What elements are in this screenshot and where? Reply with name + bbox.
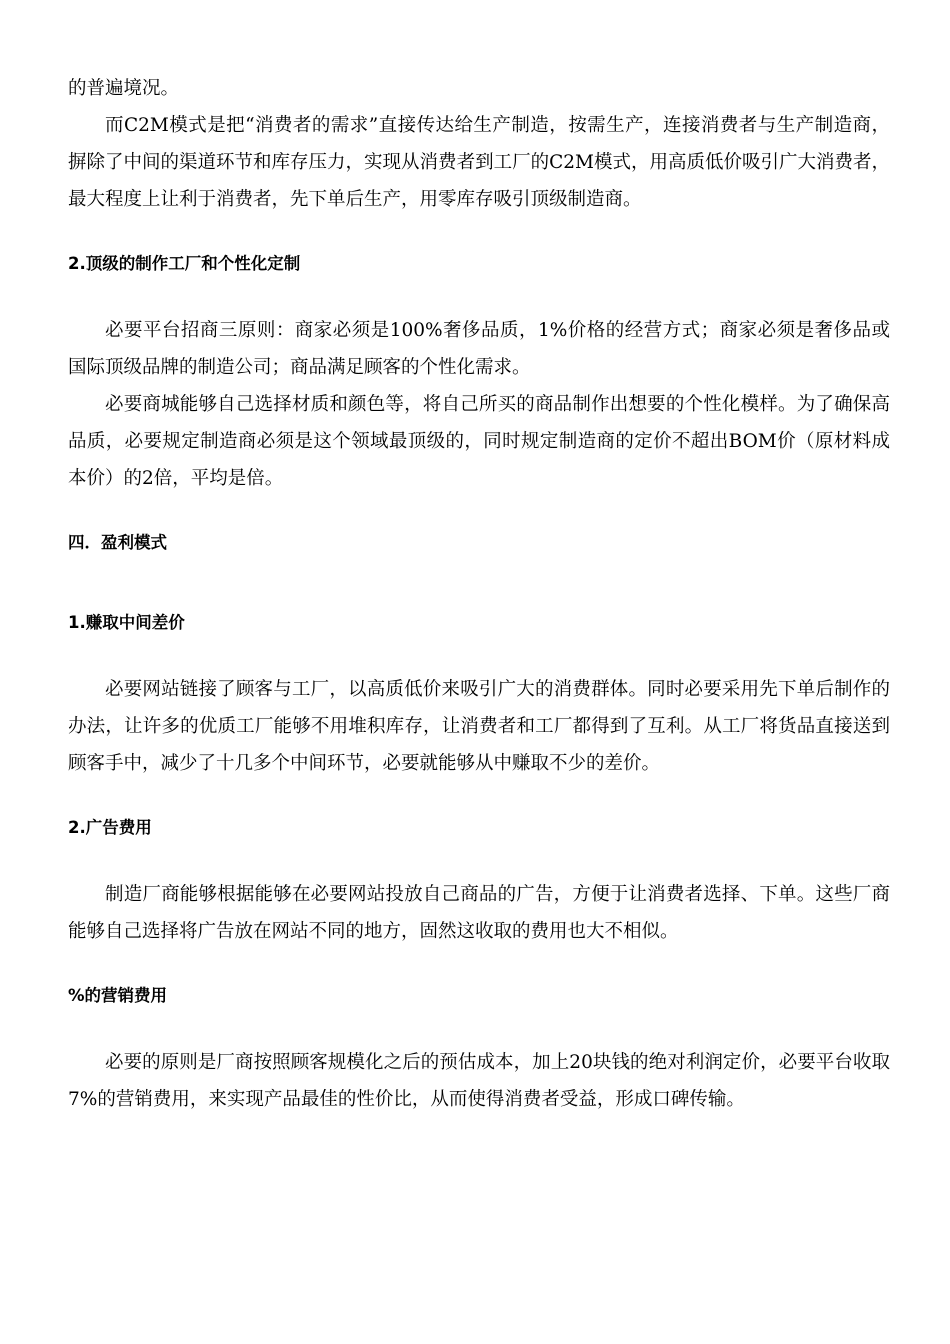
paragraph-ad-fees: 制造厂商能够根据能够在必要网站投放自己商品的广告，方便于让消费者选择、下单。这些厂商能够自己选择将广告放在网站不同的地方，固然这收取的费用也大不相似。 xyxy=(68,884,890,942)
paragraph-principles: 必要平台招商三原则：商家必须是100%奢侈品质，1%价格的经营方式；商家必须是奢侈品或国际顶级品牌的制造公司；商品满足顾客的个性化需求。 xyxy=(68,320,890,378)
section-heading-profit-model: 四．盈利模式 xyxy=(68,533,167,552)
paragraph-c2m-model: 而C2M模式是把“消费者的需求”直接传达给生产制造，按需生产，连接消费者与生产制造商，摒除了中间的渠道环节和库存压力，实现从消费者到工厂的C2M模式，用高质低价吸引广大消费者，最大程度上让利于消费者，先下单后生产，用零库存吸引顶级制造商。 xyxy=(68,115,890,210)
section-heading-price-difference: 1.赚取中间差价 xyxy=(68,613,185,632)
paragraph-continuation: 的普遍境况。 xyxy=(68,78,180,99)
section-heading-marketing-fees: %的营销费用 xyxy=(68,986,168,1005)
paragraph-price-difference: 必要网站链接了顾客与工厂，以高质低价来吸引广大的消费群体。同时必要采用先下单后制作的办法，让许多的优质工厂能够不用堆积库存，让消费者和工厂都得到了互利。从工厂将货品直接送到顾客手中，减少了十几多个中间环节，必要就能够从中赚取不少的差价。 xyxy=(68,679,890,774)
paragraph-marketing-fees: 必要的原则是厂商按照顾客规模化之后的预估成本，加上20块钱的绝对利润定价，必要平台收取7%的营销费用，来实现产品最佳的性价比，从而使得消费者受益，形成口碑传输。 xyxy=(68,1052,890,1110)
section-heading-ad-fees: 2.广告费用 xyxy=(68,818,152,837)
section-heading-factory: 2.顶级的制作工厂和个性化定制 xyxy=(68,254,301,273)
paragraph-customization: 必要商城能够自己选择材质和颜色等，将自己所买的商品制作出想要的个性化模样。为了确保高品质，必要规定制造商必须是这个领域最顶级的，同时规定制造商的定价不超出BOM价（原材料成本价）的2倍，平均是倍。 xyxy=(68,394,890,489)
